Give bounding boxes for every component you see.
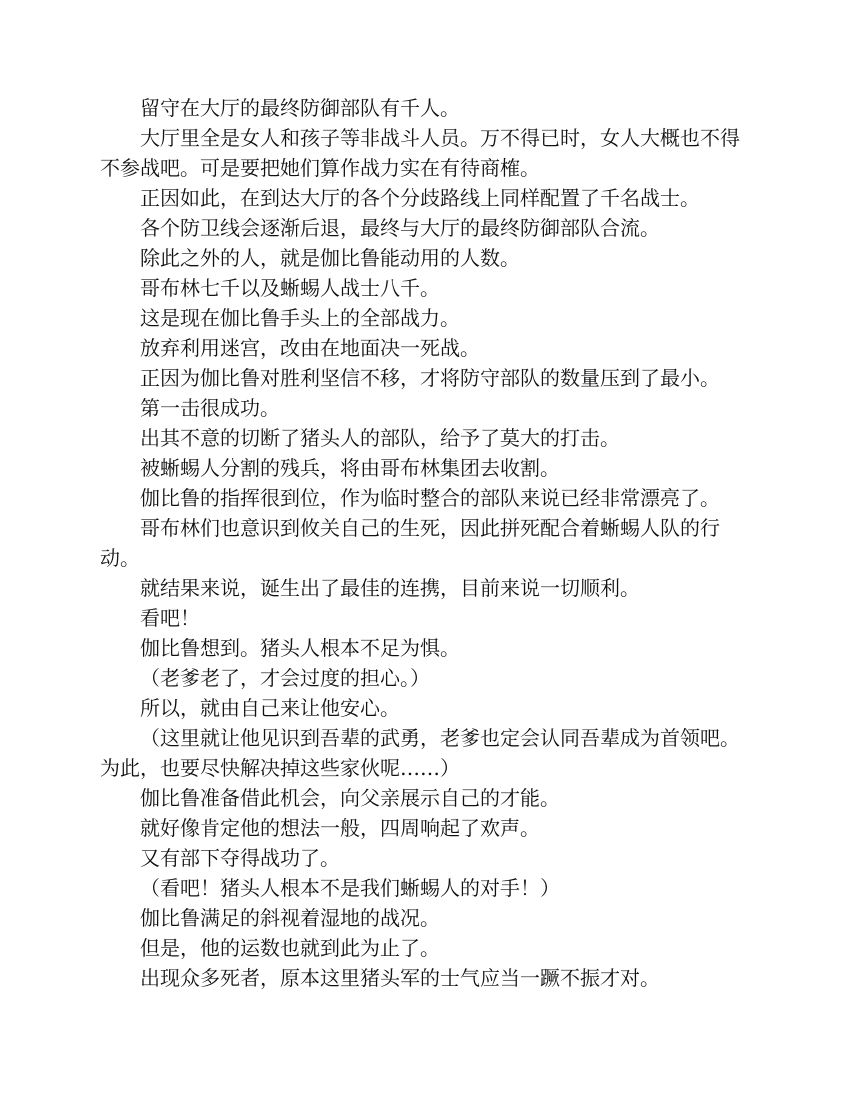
paragraph: 但是，他的运数也就到此为止了。	[140, 936, 440, 960]
paragraph: 正因为伽比鲁对胜利坚信不移，才将防守部队的数量压到了最小。	[140, 366, 720, 390]
paragraph: 放弃利用迷宫，改由在地面决一死战。	[140, 336, 480, 360]
paragraph: 伽比鲁满足的斜视着湿地的战况。	[140, 906, 440, 930]
paragraph: 各个防卫线会逐渐后退，最终与大厅的最终防御部队合流。	[140, 216, 660, 240]
paragraph: （这里就让他见识到吾辈的武勇，老爹也定会认同吾辈成为首领吧。为此，也要尽快解决掉这些家伙呢……）	[100, 726, 740, 780]
paragraph: 看吧！	[140, 606, 200, 630]
paragraph: 出现众多死者，原本这里猪头军的士气应当一蹶不振才对。	[140, 966, 660, 990]
paragraph: 伽比鲁准备借此机会，向父亲展示自己的才能。	[140, 786, 560, 810]
novel-page	[100, 93, 750, 993]
paragraph: 就结果来说，诞生出了最佳的连携，目前来说一切顺利。	[140, 576, 640, 600]
paragraph: （老爹老了，才会过度的担心。）	[140, 666, 430, 690]
paragraph: 除此之外的人，就是伽比鲁能动用的人数。	[140, 246, 520, 270]
paragraph: 哥布林们也意识到攸关自己的生死，因此拼死配合着蜥蜴人队的行动。	[100, 516, 720, 570]
paragraph: 大厅里全是女人和孩子等非战斗人员。万不得已时，女人大概也不得不参战吧。可是要把她们算作战力实在有待商榷。	[100, 126, 740, 180]
paragraph: 这是现在伽比鲁手头上的全部战力。	[140, 306, 460, 330]
paragraph: 哥布林七千以及蜥蜴人战士八千。	[140, 276, 440, 300]
paragraph: 伽比鲁的指挥很到位，作为临时整合的部队来说已经非常漂亮了。	[140, 486, 720, 510]
paragraph: 第一击很成功。	[140, 396, 280, 420]
paragraph: 留守在大厅的最终防御部队有千人。	[140, 96, 460, 120]
paragraph: 被蜥蜴人分割的残兵，将由哥布林集团去收割。	[140, 456, 560, 480]
paragraph: 就好像肯定他的想法一般，四周响起了欢声。	[140, 816, 540, 840]
paragraph: 伽比鲁想到。猪头人根本不足为惧。	[140, 636, 460, 660]
paragraph: 又有部下夺得战功了。	[140, 846, 340, 870]
paragraph: 正因如此，在到达大厅的各个分歧路线上同样配置了千名战士。	[140, 186, 700, 210]
paragraph: （看吧！猪头人根本不是我们蜥蜴人的对手！）	[140, 876, 560, 900]
paragraph: 出其不意的切断了猪头人的部队，给予了莫大的打击。	[140, 426, 620, 450]
paragraph: 所以，就由自己来让他安心。	[140, 696, 400, 720]
